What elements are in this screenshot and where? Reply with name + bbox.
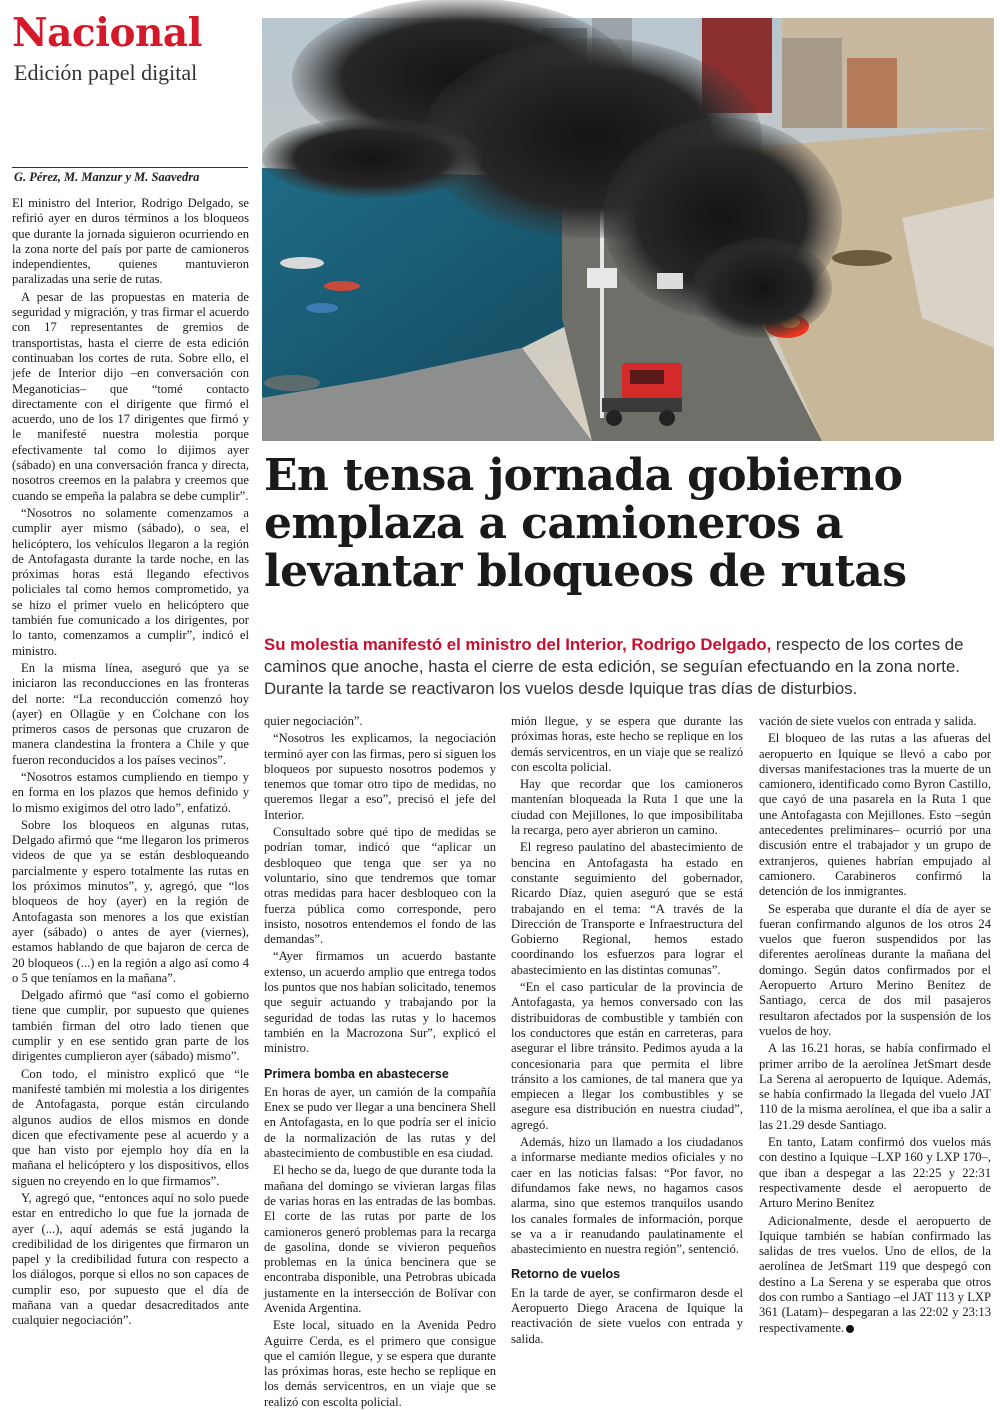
paragraph: Delgado afirmó que “así como el gobierno tiene que cumplir, por supuesto que quienes también firman del otro lado tienen que cumplir y en ese sentido gran parte de los dirigentes cumplieron ayer (sábado) mismo”. <box>12 988 249 1064</box>
paragraph: En la tarde de ayer, se confirmaron desde el Aeropuerto Diego Aracena de Iquique la reactivación de siete vuelos con entrada y salida. <box>511 1285 743 1346</box>
paragraph: A pesar de las propuestas en materia de seguridad y migración, y tras firmar el acuerdo con 17 representantes de gremios de transportistas, hasta el cierre de esta edición continuaban los cortes de ruta. Sobre ello, el jefe de Interior dijo –en conversación con Meganoticias– que “tomé contacto directamente con el dirigente que firmó el acuerdo, uno de los 17 dirigentes que firmó y le manifesté nuestra molestia porque efectivamente tal como lo dijimos ayer (sábado) en una conversación franca y directa, nosotros creemos en la palabra y creemos que cuando se empeña la palabra se debe cumplir”. <box>12 289 249 503</box>
paragraph: “Nosotros les explicamos, la negociación terminó ayer con las firmas, pero si siguen los bloqueos por supuesto nosotros podemos y tenemos que tomar otro tipo de medidas, no queremos llegar a eso”, precisó el jefe del Interior. <box>264 731 496 822</box>
paragraph: Se esperaba que durante el día de ayer se fueran confirmando algunos de los otros 24 vuelos que fueron suspendidos por las diferentes aerolíneas durante la mañana del domingo. Según datos confirmados por el Aeropuerto Arturo Merino Benítez de Santiago, cerca de dos mil pasajeros resultaron afectados por la suspensión de los vuelos de hoy. <box>759 901 991 1038</box>
paragraph: Hay que recordar que los camioneros mantenían bloqueada la Ruta 1 que une la ciudad con Mejillones, lo que imposibilitaba la recarga, pero ayer abrieron un camino. <box>511 777 743 838</box>
news-photo <box>262 18 994 441</box>
byline: G. Pérez, M. Manzur y M. Saavedra <box>14 170 200 184</box>
paragraph: mión llegue, y se espera que durante las próximas horas, este hecho se replique en los demás servicentros, en un viaje que se realizó con escolta policial. <box>511 714 743 774</box>
paragraph: El regreso paulatino del abastecimiento de bencina en Antofagasta ha estado en constante seguimiento del gobernador, Ricardo Díaz, quien aseguró que se está trabajando en el tema: “A través de la Dirección de Transporte e Infraestructura del Gobierno Regional, hemos estado coordinando los esfuerzos para lograr el abastecimiento en las distintas comunas”. <box>511 840 743 977</box>
photo-icon <box>262 18 994 441</box>
article-column-2 <box>264 714 496 1409</box>
paragraph: En la misma línea, aseguró que ya se iniciaron las reconducciones en las fronteras del norte: “La reconducción comenzó hoy (ayer) en Ollagüe y en Colchane con los primeros casos de personas que cruzaron de manera clandestina la frontera a Chile y que fueron reconducidos a los países vecinos”. <box>12 660 249 767</box>
paragraph: El ministro del Interior, Rodrigo Delgado, se refirió ayer en duros términos a los bloqueos que durante la jornada siguieron ocurriendo en la zona norte del país por parte de camioneros independientes, quienes mantuvieron paralizadas una serie de rutas. <box>12 196 249 287</box>
subhead: Retorno de vuelos <box>511 1267 621 1282</box>
paragraph: “Ayer firmamos un acuerdo bastante extenso, un acuerdo amplio que entrega todos los puntos que nos habían solicitado, tenemos que seguir actuando y trabajando por la seguridad de todas las rutas y lo hacemos también en la Macrozona Sur”, explicó el ministro. <box>264 949 496 1056</box>
headline: En tensa jornada gobierno emplaza a camioneros a levantar bloqueos de rutas <box>264 450 907 597</box>
edition-subtitle: Edición papel digital <box>14 60 198 85</box>
end-of-article-icon <box>846 1325 854 1333</box>
paragraph: A las 16.21 horas, se había confirmado el primer arribo de la aerolínea JetSmart desde La Serena al aeropuerto de Iquique. Además, se había confirmado la llegada del vuelo JAT 110 de la misma aerolínea, el que iba a salir a las 21.29 desde Santiago. <box>759 1041 991 1132</box>
article-column-1 <box>12 196 249 1326</box>
paragraph: Este local, situado en la Avenida Pedro Aguirre Cerda, es el primero que consigue que el camión llegue, y se espera que durante las próximas horas, este hecho se replique en los demás servicentros, en un viaje que se realizó con escolta policial. <box>264 1318 496 1409</box>
paragraph: vación de siete vuelos con entrada y salida. <box>759 714 977 728</box>
article-column-4 <box>759 714 991 1335</box>
article-column-3 <box>511 714 743 1346</box>
paragraph: El bloqueo de las rutas a las afueras del aeropuerto en Iquique se llevó a cabo por diversas manifestaciones tras la muerte de un camionero, identificado como Byron Castillo, que cayó de una pasarela en la Ruta 1 que une Antofagasta con Mejillones. Esto –según antecedentes preliminares– ocurrió por una discusión entre el trabajador y un grupo de extranjeros, quienes habrían empujado al camionero. Carabineros confirmó la detención de los inmigrantes. <box>759 731 991 899</box>
deck-lead: Su molestia manifestó el ministro del Interior, Rodrigo Delgado, <box>264 635 772 654</box>
paragraph: Sobre los bloqueos en algunas rutas, Delgado afirmó que “me llegaron los primeros videos de que ya se están desbloqueando parcialmente y espero totalmente las rutas en los próximos minutos”, y, agregó, que “los bloqueos de hoy (ayer) en la región de Antofagasta son menores a los que existían ayer (sábado) o antes de ayer (viernes), estamos hablando de que bajaron de cerca de 20 bloqueos (...) en la región a algo así como 4 o 5 que teníamos en la mañana”. <box>12 817 249 985</box>
paragraph <box>759 1214 991 1336</box>
byline-rule <box>12 167 248 168</box>
paragraph: Además, hizo un llamado a los ciudadanos a informarse mediante medios oficiales y no caer en las noticias falsas: “Por favor, no difundamos fake news, no hagamos casos alarma, sino que estemos tranquilos usando los canales formales de información, porque se va a ir reanudando paulatinamente el abastecimiento en nuestra región”, sentenció. <box>511 1135 743 1257</box>
paragraph: En horas de ayer, un camión de la compañía Enex se pudo ver llegar a una bencinera Shell en Antofagasta, en lo que podría ser el inicio de la normalización de las rutas y del abastecimiento de combustible en esa ciudad. <box>264 1084 496 1161</box>
paragraph: Y, agregó que, “entonces aquí no solo puede estar en entredicho lo que fue la jornada de ayer (...), aquí además se está jugando la credibilidad de los dirigentes que firmaron un papel y la credibilidad futura con respecto a los diálogos, porque si ellos no son capaces de cumplir eso, por supuesto que el día de mañana van a quedar desacreditados ante cualquier negociación”. <box>12 1191 249 1328</box>
paragraph: En tanto, Latam confirmó dos vuelos más con destino a Iquique –LXP 160 y LXP 170–, que iban a despegar a las 22:25 y 22:31 respectivamente desde el aeropuerto de Arturo Merino Benítez <box>759 1135 991 1211</box>
subhead: Primera bomba en abastecerse <box>264 1066 449 1081</box>
deck <box>264 634 994 700</box>
paragraph: Consultado sobre qué tipo de medidas se podrían tomar, indicó que “aplicar un desbloqueo que tenga que ser ya no voluntario, sino que tendremos que tomar otras medidas para hacer desbloqueo con la fuerza pública como corresponde, pero insisto, nosotros entendemos el fondo de las demandas”. <box>264 825 496 947</box>
paragraph: El hecho se da, luego de que durante toda la mañana del domingo se vivieran largas filas de varias horas en las entradas de las bombas. El corte de las rutas por parte de los camioneros generó problemas para la recarga de gasolina, donde se vivieron pequeños problemas en la única bencinera que se encontraba disponible, una Petrobras ubicada justamente en la intersección de Bolívar con Avenida Argentina. <box>264 1163 496 1315</box>
paragraph: quier negociación”. <box>264 714 363 728</box>
paragraph-text: Adicionalmente, desde el aeropuerto de Iquique también se habían confirmado las salidas de tres vuelos. Uno de ellos, de la aerolínea de JetSmart 119 que despegó con destino a La Serena y se esperaba que otros dos con rumbo a Santiago –el JAT 113 y LXP 361 (Latam)– despegaran a las 22:02 y 23:13 respectivamente. <box>759 1213 991 1335</box>
paragraph: “Nosotros estamos cumpliendo en tiempo y en forma en los plazos que hemos definido y lo mismo exigimos del otro lado”, enfatizó. <box>12 769 249 815</box>
section-title: Nacional <box>12 10 202 56</box>
paragraph: “En el caso particular de la provincia de Antofagasta, ya hemos conversado con las distribuidoras de combustible y también con los conductores que están en carreteras, para asegurar el libre tránsito. Pedimos ayuda a la concesionaria para que permita el libre tránsito a los camiones, de tal manera que ya empiecen a llegar los combustibles y se asegure esa distribución en nuestra ciudad”, agregó. <box>511 980 743 1132</box>
paragraph: “Nosotros no solamente comenzamos a cumplir ayer mismo (sábado), o sea, el helicóptero, los vehículos llegaron a la región de Antofagasta durante la tarde noche, en las próximas horas está llegando efectivos policiales tal como hemos comprometido, ya se hizo el primer vuelo en helicóptero que también fue comunicado a los dirigentes, por lo tanto, comenzamos a cumplir”, indicó el ministro. <box>12 505 249 658</box>
paragraph: Con todo, el ministro explicó que “le manifesté también mi molestia a los dirigentes de Antofagasta, porque están circulando algunos audios de ellos mismos en donde dicen que efectivamente pese al acuerdo y a que han visto por ejemplo hoy día en la mañana el helicóptero y los dispositivos, ellos siguen no creyendo en lo que firmamos”. <box>12 1066 249 1188</box>
deck-rest: respecto de los cortes de caminos que anoche, hasta el cierre de esta edición, se seguían efectuando en la zona norte. Durante la tarde se reactivaron los vuelos desde Iquique tras días de disturbios. <box>264 635 964 698</box>
